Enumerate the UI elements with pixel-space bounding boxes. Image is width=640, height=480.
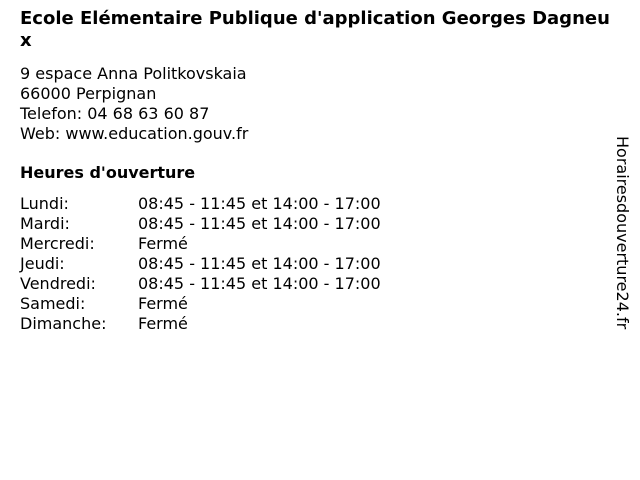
day-label: Mercredi: [20, 234, 95, 253]
hours-row-friday [20, 274, 381, 294]
day-hours: 08:45 - 11:45 et 14:00 - 17:00 [138, 254, 381, 273]
day-label: Vendredi: [20, 274, 96, 293]
hours-table [20, 194, 381, 334]
hours-row-wednesday [20, 234, 381, 254]
day-hours: Fermé [138, 234, 188, 253]
address-block [20, 64, 248, 144]
page-title: Ecole Elémentaire Publique d'application Georges Dagneux [20, 8, 610, 51]
phone-number: Telefon: 04 68 63 60 87 [20, 104, 210, 123]
hours-row-sunday [20, 314, 381, 334]
day-hours: 08:45 - 11:45 et 14:00 - 17:00 [138, 194, 381, 213]
day-label: Dimanche: [20, 314, 107, 333]
website: Web: www.education.gouv.fr [20, 124, 249, 143]
city-address: 66000 Perpignan [20, 84, 157, 103]
street-address: 9 espace Anna Politkovskaia [20, 64, 247, 83]
hours-row-thursday [20, 254, 381, 274]
day-hours: 08:45 - 11:45 et 14:00 - 17:00 [138, 214, 381, 233]
day-hours: Fermé [138, 314, 188, 333]
hours-row-saturday [20, 294, 381, 314]
day-label: Lundi: [20, 194, 69, 213]
site-watermark: Horairesdouverture24.fr [613, 136, 632, 330]
day-hours: 08:45 - 11:45 et 14:00 - 17:00 [138, 274, 381, 293]
hours-row-tuesday [20, 214, 381, 234]
day-label: Samedi: [20, 294, 86, 313]
hours-row-monday [20, 194, 381, 214]
day-label: Jeudi: [20, 254, 65, 273]
day-hours: Fermé [138, 294, 188, 313]
hours-heading: Heures d'ouverture [20, 163, 196, 182]
day-label: Mardi: [20, 214, 70, 233]
